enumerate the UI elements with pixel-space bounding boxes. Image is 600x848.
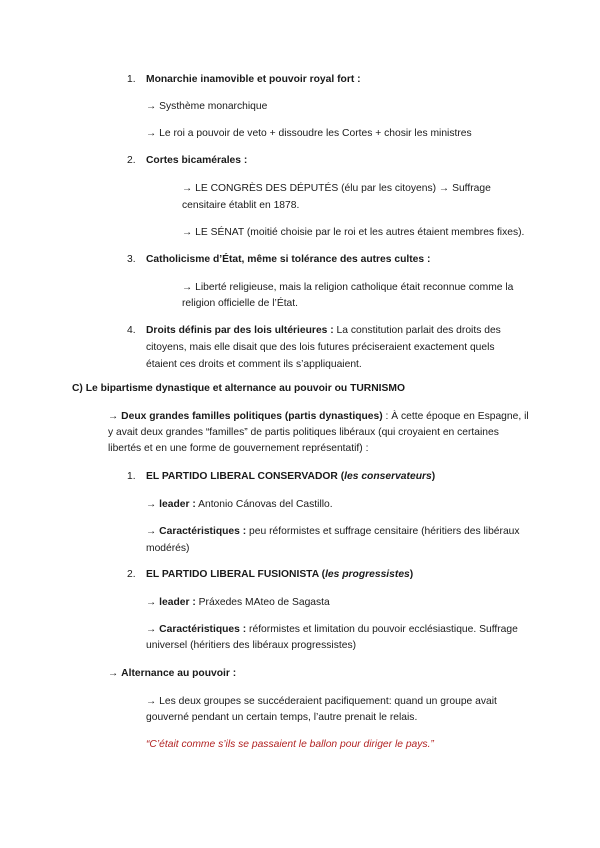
intro-rest: : À cette époque en Espagne, il bbox=[382, 411, 529, 422]
item-3-point-1-line-1: → Liberté religieuse, mais la religion catholique était reconnue comme la bbox=[182, 282, 514, 293]
item-1-point-2: → Le roi a pouvoir de veto + dissoudre les Cortes + chosir les ministres bbox=[146, 128, 472, 139]
party-2-char-label: Caractéristiques : bbox=[159, 624, 247, 635]
party-1-char-label: Caractéristiques : bbox=[159, 526, 247, 537]
alternance-line-1: → Les deux groupes se succéderaient pacifiquement: quand un groupe avait bbox=[146, 696, 497, 707]
list-number-3: 3. bbox=[127, 254, 136, 265]
item-3-point-1-line-2: religion officielle de l’État. bbox=[182, 298, 299, 309]
party-1-characteristics-line-2: modérés) bbox=[146, 543, 190, 554]
party-2-leader-name: Práxedes MAteo de Sagasta bbox=[195, 597, 330, 608]
list-number-4: 4. bbox=[127, 325, 136, 336]
intro-bold: Deux grandes familles politiques (partis dynastiques) bbox=[121, 411, 383, 422]
alternance-quote: “C’était comme s’ils se passaient le ballon pour diriger le pays.” bbox=[146, 739, 434, 750]
party-2-name-italic: les progressistes bbox=[325, 569, 410, 580]
party-2-name bbox=[146, 567, 413, 583]
party-1-number: 1. bbox=[127, 471, 136, 482]
party-2-name-close: ) bbox=[409, 569, 414, 580]
party-1-name bbox=[146, 469, 435, 485]
section-c-heading: C) Le bipartisme dynastique et alternance au pouvoir ou TURNISMO bbox=[72, 383, 405, 394]
party-2-name-text: EL PARTIDO LIBERAL FUSIONISTA ( bbox=[146, 569, 326, 580]
item-2-point-1-line-1: → LE CONGRÈS DES DÉPUTÉS (élu par les citoyens) → Suffrage bbox=[182, 183, 491, 194]
party-1-name-close: ) bbox=[431, 471, 436, 482]
item-4-line-2: citoyens, mais elle disait que des lois futures préciseraient exactement quels bbox=[146, 342, 495, 353]
item-3-title: Catholicisme d’État, même si tolérance des autres cultes : bbox=[146, 254, 431, 265]
intro-arrow: → bbox=[108, 411, 122, 422]
intro-line-2: y avait deux grandes “familles” de partis politiques libéraux (qui croyaient en certaines bbox=[108, 427, 499, 438]
list-number-2: 2. bbox=[127, 155, 136, 166]
party-1-characteristics-line-1: → Caractéristiques : peu réformistes et suffrage censitaire (héritiers des libéraux bbox=[146, 526, 520, 537]
party-1-leader-name: Antonio Cánovas del Castillo. bbox=[195, 499, 333, 510]
item-2-point-2: → LE SÉNAT (moitié choisie par le roi et les autres étaient membres fixes). bbox=[182, 227, 525, 238]
party-1-name-text: EL PARTIDO LIBERAL CONSERVADOR ( bbox=[146, 471, 345, 482]
item-1-title: Monarchie inamovible et pouvoir royal fort : bbox=[146, 74, 361, 85]
intro-line-1 bbox=[108, 409, 529, 425]
alternance-line-2: gouverné pendant un certain temps, l’autre prenait le relais. bbox=[146, 712, 418, 723]
item-2-point-1-line-2: censitaire établit en 1878. bbox=[182, 200, 300, 211]
party-2-characteristics-line-1: → Caractéristiques : réformistes et limitation du pouvoir ecclésiastique. Suffrage bbox=[146, 624, 518, 635]
party-2-char-text-1: réformistes et limitation du pouvoir ecclésiastique. Suffrage bbox=[246, 624, 518, 635]
party-2-leader: → leader : Práxedes MAteo de Sagasta bbox=[146, 597, 330, 608]
item-4-line-3: étaient ces droits et comment ils s’appliquaient. bbox=[146, 359, 362, 370]
party-2-characteristics-line-2: universel (héritiers des libéraux progressistes) bbox=[146, 640, 357, 651]
item-4-title: Droits définis par des lois ultérieures : bbox=[146, 325, 334, 336]
party-1-char-text-1: peu réformistes et suffrage censitaire (héritiers des libéraux bbox=[246, 526, 520, 537]
alternance-title: Alternance au pouvoir : bbox=[121, 668, 237, 679]
party-1-leader-label: leader : bbox=[159, 499, 196, 510]
alternance-arrow: → bbox=[108, 668, 122, 679]
item-1-point-1: → Systhème monarchique bbox=[146, 101, 268, 112]
intro-line-3: libertés et en une forme de gouvernement représentatif) : bbox=[108, 443, 369, 454]
item-4-line-1 bbox=[146, 323, 501, 339]
alternance-heading bbox=[108, 666, 236, 682]
party-2-number: 2. bbox=[127, 569, 136, 580]
item-4-text-1: La constitution parlait des droits des bbox=[333, 325, 501, 336]
list-number-1: 1. bbox=[127, 74, 136, 85]
party-1-name-italic: les conservateurs bbox=[344, 471, 432, 482]
party-1-leader: → leader : Antonio Cánovas del Castillo. bbox=[146, 499, 333, 510]
party-2-leader-label: leader : bbox=[159, 597, 196, 608]
item-2-title: Cortes bicamérales : bbox=[146, 155, 248, 166]
